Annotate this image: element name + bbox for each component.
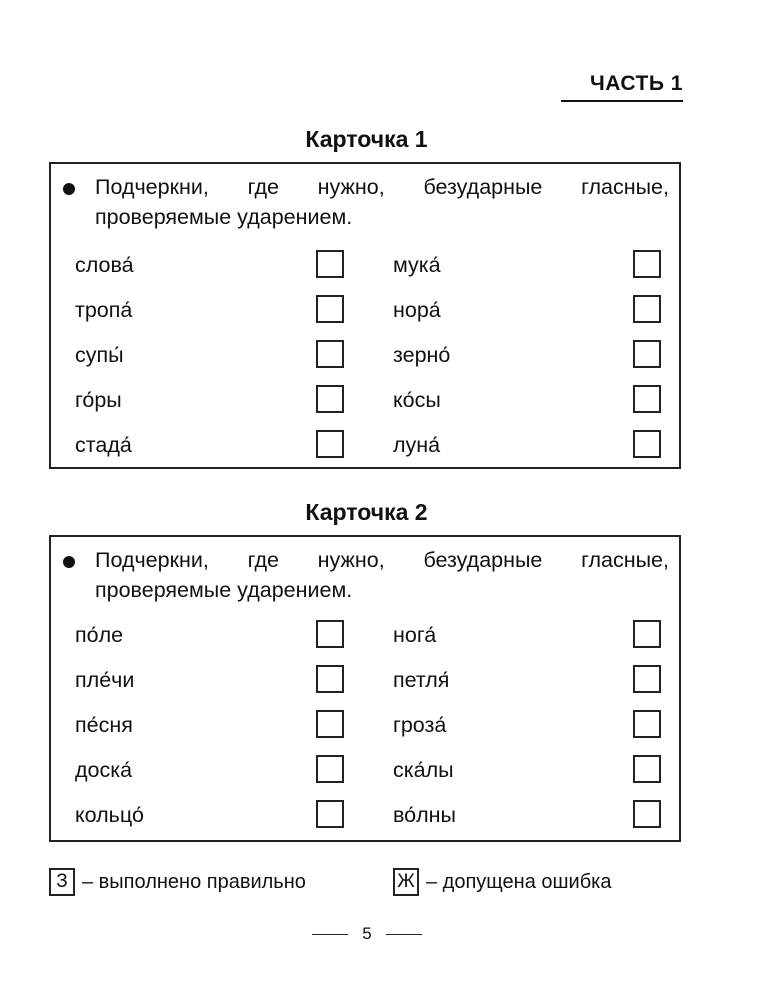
card-2-word: пле́чи <box>75 668 135 692</box>
card-1-word: супы́ <box>75 343 124 367</box>
legend-error-mark: Ж <box>393 868 419 896</box>
card-1-word: го́ры <box>75 388 122 412</box>
legend-correct-mark: З <box>49 868 75 896</box>
card-2-checkbox[interactable] <box>316 665 344 693</box>
card-1-checkbox[interactable] <box>633 250 661 278</box>
card-1-word: нора́ <box>393 298 441 322</box>
page-number: 5 <box>362 924 372 943</box>
card-2-checkbox[interactable] <box>633 755 661 783</box>
card-2-word: по́ле <box>75 623 124 647</box>
card-1-checkbox[interactable] <box>316 295 344 323</box>
card-2-checkbox[interactable] <box>316 755 344 783</box>
card-1-checkbox[interactable] <box>316 430 344 458</box>
card-1-checkbox[interactable] <box>633 340 661 368</box>
card-1-word: зерно́ <box>393 343 451 367</box>
card-2-instruction: Подчеркни, где нужно, безударные гласные, проверяемые ударением. <box>95 548 669 602</box>
card-1-instruction: Подчеркни, где нужно, безударные гласные, проверяемые ударением. <box>95 175 669 229</box>
card-2 <box>49 535 681 842</box>
part-label: ЧАСТЬ 1 <box>561 72 683 102</box>
legend-correct-text: – выполнено правильно <box>82 871 306 893</box>
card-2-title: Карточка 2 <box>305 499 428 525</box>
card-1-word: луна́ <box>393 433 441 457</box>
card-2-word: пе́сня <box>75 713 133 737</box>
card-1-word: стада́ <box>75 433 132 457</box>
card-1-checkbox[interactable] <box>316 250 344 278</box>
card-1-checkbox[interactable] <box>316 385 344 413</box>
bullet-icon <box>63 183 75 195</box>
card-1-word: ко́сы <box>393 388 441 412</box>
card-2-checkbox[interactable] <box>633 710 661 738</box>
card-2-word: нога́ <box>393 623 437 647</box>
card-1-checkbox[interactable] <box>633 430 661 458</box>
card-1 <box>49 162 681 469</box>
page-number-rule-left <box>312 934 348 935</box>
card-1-checkbox[interactable] <box>633 295 661 323</box>
card-2-checkbox[interactable] <box>633 665 661 693</box>
card-2-word: ска́лы <box>393 758 454 782</box>
card-2-word: доска́ <box>75 758 133 782</box>
page-number-rule-right <box>386 934 422 935</box>
card-1-word: мука́ <box>393 253 441 277</box>
card-2-word: кольцо́ <box>75 803 144 827</box>
card-1-word: тропа́ <box>75 298 133 322</box>
card-2-checkbox[interactable] <box>633 800 661 828</box>
bullet-icon <box>63 556 75 568</box>
card-2-checkbox[interactable] <box>316 710 344 738</box>
card-2-word: гроза́ <box>393 713 447 737</box>
card-2-checkbox[interactable] <box>316 620 344 648</box>
card-1-title: Карточка 1 <box>305 126 428 152</box>
card-1-checkbox[interactable] <box>633 385 661 413</box>
legend-error-text: – допущена ошибка <box>426 871 612 893</box>
card-2-word: петля́ <box>393 668 450 692</box>
card-2-checkbox[interactable] <box>633 620 661 648</box>
card-2-checkbox[interactable] <box>316 800 344 828</box>
card-2-word: во́лны <box>393 803 457 827</box>
card-1-checkbox[interactable] <box>316 340 344 368</box>
card-1-word: слова́ <box>75 253 134 277</box>
